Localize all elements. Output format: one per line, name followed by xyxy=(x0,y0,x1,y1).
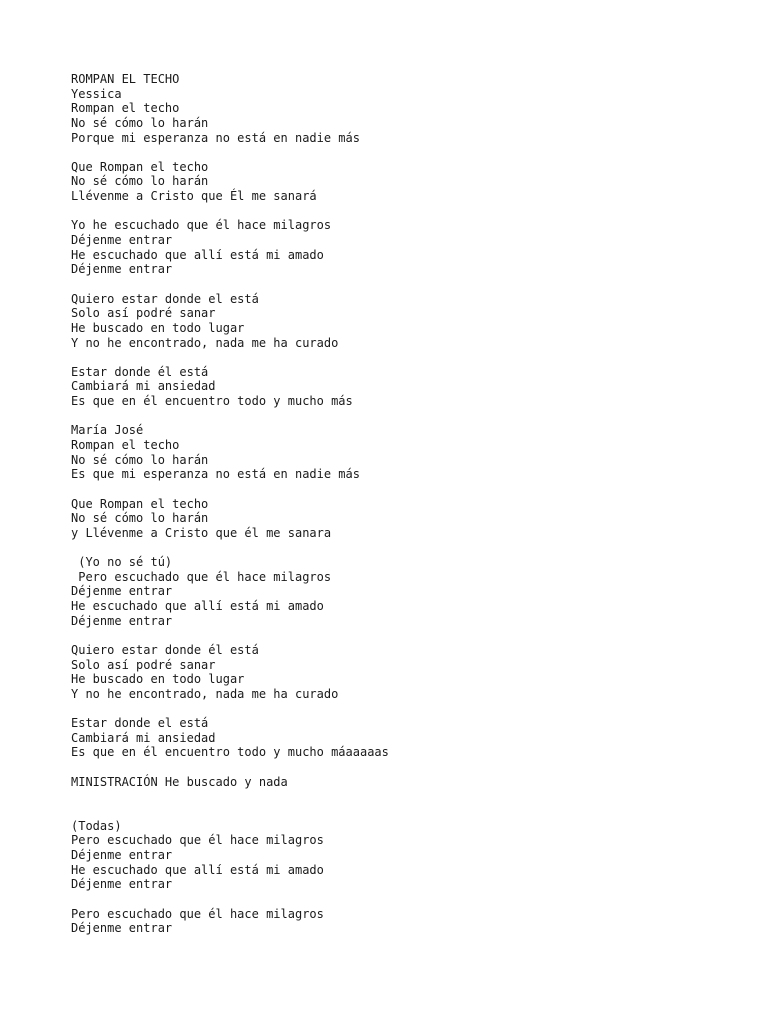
lyric-line: (Todas) xyxy=(71,818,122,833)
lyric-line: Solo así podré sanar xyxy=(71,657,216,672)
lyric-line: Porque mi esperanza no está en nadie más xyxy=(71,130,360,145)
lyric-line: Déjenme entrar xyxy=(71,584,173,599)
blank-line xyxy=(71,350,751,365)
lyric-line: Yo he escuchado que él hace milagros xyxy=(71,218,332,233)
lyric-line: MINISTRACIÓN He buscado y nada xyxy=(71,774,288,789)
lyric-line: María José xyxy=(71,423,144,438)
lyric-line: Cambiará mi ansiedad xyxy=(71,379,216,394)
lyric-line: No sé cómo lo harán xyxy=(71,174,209,189)
lyrics-document xyxy=(71,72,751,936)
lyric-line: Pero escuchado que él hace milagros xyxy=(71,569,332,584)
lyric-line: Que Rompan el techo xyxy=(71,496,209,511)
lyric-line: Déjenme entrar xyxy=(71,262,173,277)
lyric-line: Es que mi esperanza no está en nadie más xyxy=(71,467,360,482)
blank-line xyxy=(71,804,751,819)
lyric-line: Estar donde él está xyxy=(71,364,209,379)
lyric-line: Quiero estar donde el está xyxy=(71,291,259,306)
blank-line xyxy=(71,760,751,775)
lyric-line: Quiero estar donde él está xyxy=(71,642,259,657)
blank-line xyxy=(71,145,751,160)
lyric-line: No sé cómo lo harán xyxy=(71,115,209,130)
lyric-line: He buscado en todo lugar xyxy=(71,320,245,335)
blank-line xyxy=(71,204,751,219)
lyric-line: Pero escuchado que él hace milagros xyxy=(71,833,324,848)
lyric-line: Pero escuchado que él hace milagros xyxy=(71,906,324,921)
blank-line xyxy=(71,277,751,292)
lyric-line: Déjenme entrar xyxy=(71,613,173,628)
lyric-line: Déjenme entrar xyxy=(71,847,173,862)
lyric-line: Yessica xyxy=(71,86,122,101)
lyric-line: Rompan el techo xyxy=(71,438,180,453)
lyric-line: Déjenme entrar xyxy=(71,233,173,248)
lyric-line: Estar donde el está xyxy=(71,716,209,731)
lyric-line: He escuchado que allí está mi amado xyxy=(71,247,324,262)
blank-line xyxy=(71,409,751,424)
lyric-line: He buscado en todo lugar xyxy=(71,672,245,687)
blank-line xyxy=(71,628,751,643)
lyric-line: Y no he encontrado, nada me ha curado xyxy=(71,686,339,701)
lyric-line: Solo así podré sanar xyxy=(71,306,216,321)
lyric-line: No sé cómo lo harán xyxy=(71,452,209,467)
blank-line xyxy=(71,702,751,717)
blank-line xyxy=(71,789,751,804)
lyric-line: Cambiará mi ansiedad xyxy=(71,730,216,745)
lyric-line: Es que en él encuentro todo y mucho más xyxy=(71,394,353,409)
lyric-line: Y no he encontrado, nada me ha curado xyxy=(71,335,339,350)
lyric-line: No sé cómo lo harán xyxy=(71,511,209,526)
lyric-line: He escuchado que allí está mi amado xyxy=(71,862,324,877)
lyric-line: Que Rompan el techo xyxy=(71,159,209,174)
lyric-line: Es que en él encuentro todo y mucho máaaaaas xyxy=(71,745,389,760)
lyric-line: Llévenme a Cristo que Él me sanará xyxy=(71,189,317,204)
lyric-line: y Llévenme a Cristo que él me sanara xyxy=(71,525,332,540)
lyric-line: Déjenme entrar xyxy=(71,921,173,936)
lyric-line: Rompan el techo xyxy=(71,101,180,116)
blank-line xyxy=(71,541,751,556)
blank-line xyxy=(71,482,751,497)
song-title: ROMPAN EL TECHO xyxy=(71,72,180,86)
blank-line xyxy=(71,892,751,907)
lyric-line: He escuchado que allí está mi amado xyxy=(71,599,324,614)
lyric-line: (Yo no sé tú) xyxy=(71,555,173,570)
lyric-line: Déjenme entrar xyxy=(71,877,173,892)
